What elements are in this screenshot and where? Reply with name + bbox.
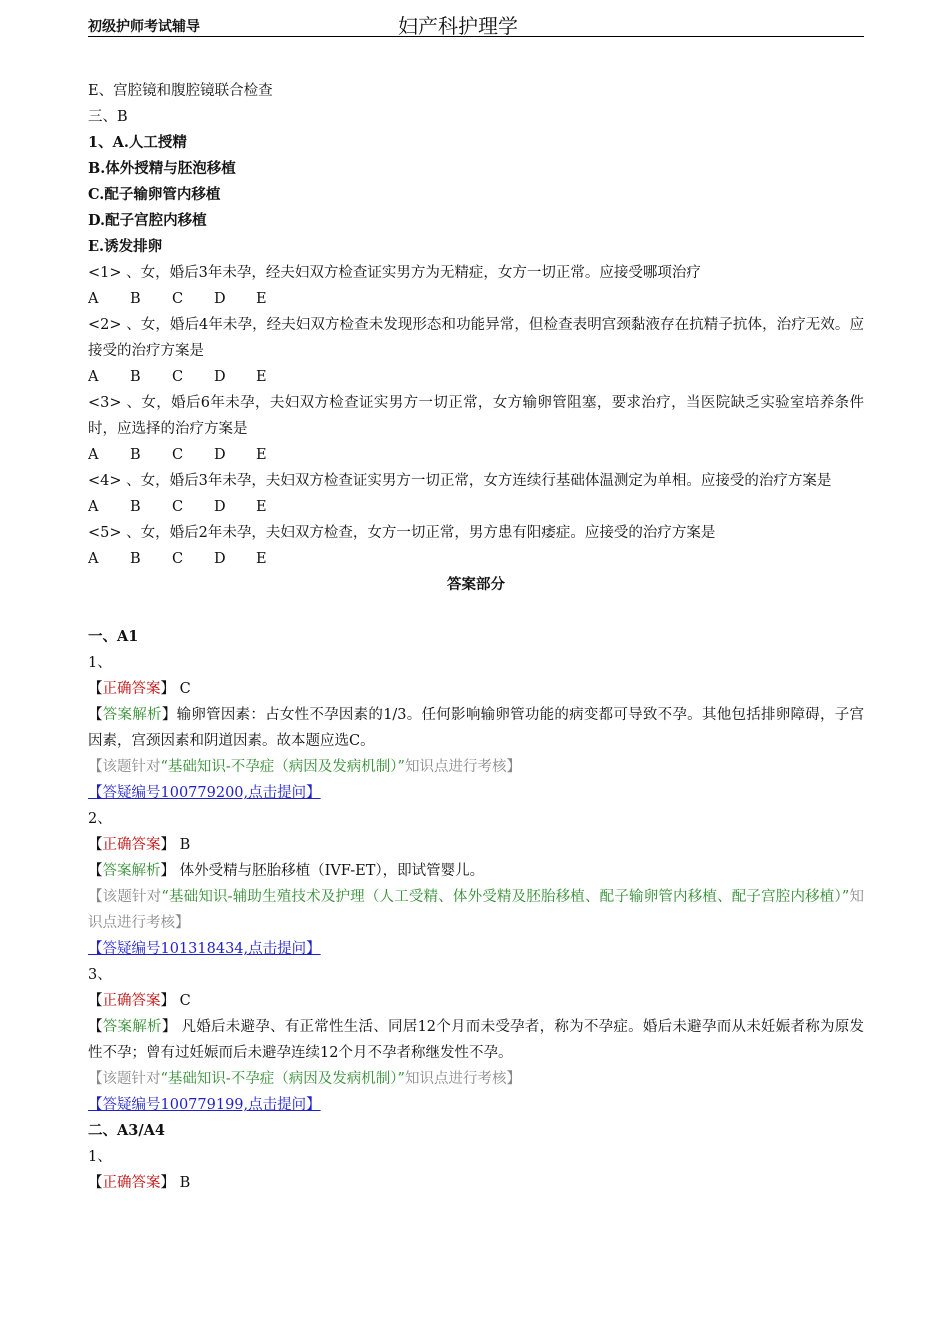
choice-e[interactable]: E (256, 447, 267, 463)
choice-c[interactable]: C (172, 551, 184, 567)
correct-answer-line: 【正确答案】 C (88, 993, 191, 1009)
choice-a[interactable]: A (88, 291, 99, 307)
analysis-line: 【答案解析】 体外受精与胚胎移植（IVF-ET），即试管婴儿。 (88, 863, 485, 879)
knowledge-point-line: 【该题针对“基础知识-辅助生殖技术及护理（人工受精、体外受精及胚胎移植、配子输卵管内移植、配子宫腔内移植）”知识点进行考核】 (88, 889, 865, 931)
knowledge-point-line: 【该题针对“基础知识-不孕症（病因及发病机制）”知识点进行考核】 (88, 1071, 521, 1087)
knowledge-point-line: 【该题针对“基础知识-不孕症（病因及发病机制）”知识点进行考核】 (88, 759, 521, 775)
document-body (88, 78, 864, 1196)
choice-c[interactable]: C (172, 369, 184, 385)
correct-answer-line: 【正确答案】 B (88, 1175, 191, 1191)
correct-answer-label: 正确答案 (102, 993, 161, 1009)
question-1: <1> 、女，婚后3年未孕，经夫妇双方检查证实男方为无精症，女方一切正常。应接受哪项治疗 (88, 265, 701, 281)
choice-a[interactable]: A (88, 369, 99, 385)
choice-a[interactable]: A (88, 447, 99, 463)
choice-row (88, 442, 864, 468)
choice-d[interactable]: D (214, 369, 226, 385)
answer-number: 1、 (88, 655, 112, 671)
page-header (88, 10, 864, 37)
choice-a[interactable]: A (88, 499, 99, 515)
ask-question-link[interactable]: 【答疑编号101318434,点击提问】 (88, 941, 321, 957)
choice-b[interactable]: B (130, 499, 141, 515)
choice-b[interactable]: B (130, 447, 141, 463)
choice-a[interactable]: A (88, 551, 99, 567)
choice-b[interactable]: B (130, 291, 141, 307)
correct-answer-value: C (175, 681, 191, 697)
ask-question-link[interactable]: 【答疑编号100779200,点击提问】 (88, 785, 321, 801)
header-subject-title: 妇产科护理学 (398, 14, 518, 38)
choice-b[interactable]: B (130, 551, 141, 567)
choice-d[interactable]: D (214, 551, 226, 567)
knowledge-point: “基础知识-不孕症（病因及发病机制）” (160, 759, 405, 775)
analysis-text: 输卵管因素：占女性不孕因素的1/3。任何影响输卵管功能的病变都可导致不孕。其他包括排卵障碍，子宫因素，宫颈因素和阴道因素。故本题应选C。 (88, 707, 865, 749)
choice-row (88, 546, 864, 572)
answer-number: 3、 (88, 967, 112, 983)
text-line: 三、B (88, 109, 128, 125)
analysis-label: 答案解析 (102, 707, 162, 723)
choice-b[interactable]: B (130, 369, 141, 385)
question-5: <5> 、女，婚后2年未孕，夫妇双方检查，女方一切正常，男方患有阳痿症。应接受的治疗方案是 (88, 525, 716, 541)
question-4: <4> 、女，婚后3年未孕，夫妇双方检查证实男方一切正常，女方连续行基础体温测定为单相。应接受的治疗方案是 (88, 473, 832, 489)
option-line: 1、A.人工授精 (88, 134, 187, 151)
analysis-label: 答案解析 (102, 1019, 162, 1035)
answer-number: 1、 (88, 1149, 112, 1165)
choice-row (88, 364, 864, 390)
analysis-text: 体外受精与胚胎移植（IVF-ET），即试管婴儿。 (175, 863, 485, 879)
answer-number: 2、 (88, 811, 112, 827)
option-line: D.配子宫腔内移植 (88, 212, 207, 229)
knowledge-point: “基础知识-不孕症（病因及发病机制）” (160, 1071, 405, 1087)
choice-d[interactable]: D (214, 499, 226, 515)
choice-e[interactable]: E (256, 369, 267, 385)
choice-c[interactable]: C (172, 291, 184, 307)
choice-d[interactable]: D (214, 291, 226, 307)
analysis-line: 【答案解析】 凡婚后未避孕、有正常性生活、同居12个月而未受孕者，称为不孕症。婚后未避孕而从未妊娠者称为原发性不孕；曾有过妊娠而后未避孕连续12个月不孕者称继发性不孕。 (88, 1019, 865, 1061)
choice-row (88, 494, 864, 520)
choice-row (88, 286, 864, 312)
option-line: B.体外授精与胚泡移植 (88, 160, 236, 177)
analysis-text: 凡婚后未避孕、有正常性生活、同居12个月而未受孕者，称为不孕症。婚后未避孕而从未妊娠者称为原发性不孕；曾有过妊娠而后未避孕连续12个月不孕者称继发性不孕。 (88, 1019, 865, 1061)
correct-answer-label: 正确答案 (102, 681, 161, 697)
section-heading: 一、A1 (88, 628, 139, 645)
choice-e[interactable]: E (256, 291, 267, 307)
correct-answer-line: 【正确答案】 B (88, 837, 191, 853)
answer-section-title: 答案部分 (447, 576, 505, 593)
section-heading: 二、A3/A4 (88, 1122, 165, 1139)
correct-answer-label: 正确答案 (102, 1175, 161, 1191)
correct-answer-label: 正确答案 (102, 837, 161, 853)
question-3: <3> 、女，婚后6年未孕，夫妇双方检查证实男方一切正常，女方输卵管阻塞，要求治疗，当医院缺乏实验室培养条件时，应选择的治疗方案是 (88, 395, 864, 437)
choice-c[interactable]: C (172, 499, 184, 515)
analysis-line: 【答案解析】输卵管因素：占女性不孕因素的1/3。任何影响输卵管功能的病变都可导致不孕。其他包括排卵障碍，子宫因素，宫颈因素和阴道因素。故本题应选C。 (88, 707, 865, 749)
choice-c[interactable]: C (172, 447, 184, 463)
option-line: E.诱发排卵 (88, 238, 163, 255)
option-line: C.配子输卵管内移植 (88, 186, 221, 203)
choice-e[interactable]: E (256, 499, 267, 515)
knowledge-point: “基础知识-辅助生殖技术及护理（人工受精、体外受精及胚胎移植、配子输卵管内移植、配子宫腔内移植）” (161, 889, 850, 905)
correct-answer-line: 【正确答案】 C (88, 681, 191, 697)
choice-d[interactable]: D (214, 447, 226, 463)
choice-e[interactable]: E (256, 551, 267, 567)
question-2: <2> 、女，婚后4年未孕，经夫妇双方检查未发现形态和功能异常，但检查表明宫颈黏液存在抗精子抗体，治疗无效。应接受的治疗方案是 (88, 317, 864, 359)
header-course-title: 初级护师考试辅导 (88, 19, 200, 35)
correct-answer-value: C (175, 993, 191, 1009)
correct-answer-value: B (175, 837, 191, 853)
correct-answer-value: B (175, 1175, 191, 1191)
text-line: E、宫腔镜和腹腔镜联合检查 (88, 83, 273, 99)
ask-question-link[interactable]: 【答疑编号100779199,点击提问】 (88, 1097, 321, 1113)
analysis-label: 答案解析 (102, 863, 161, 879)
